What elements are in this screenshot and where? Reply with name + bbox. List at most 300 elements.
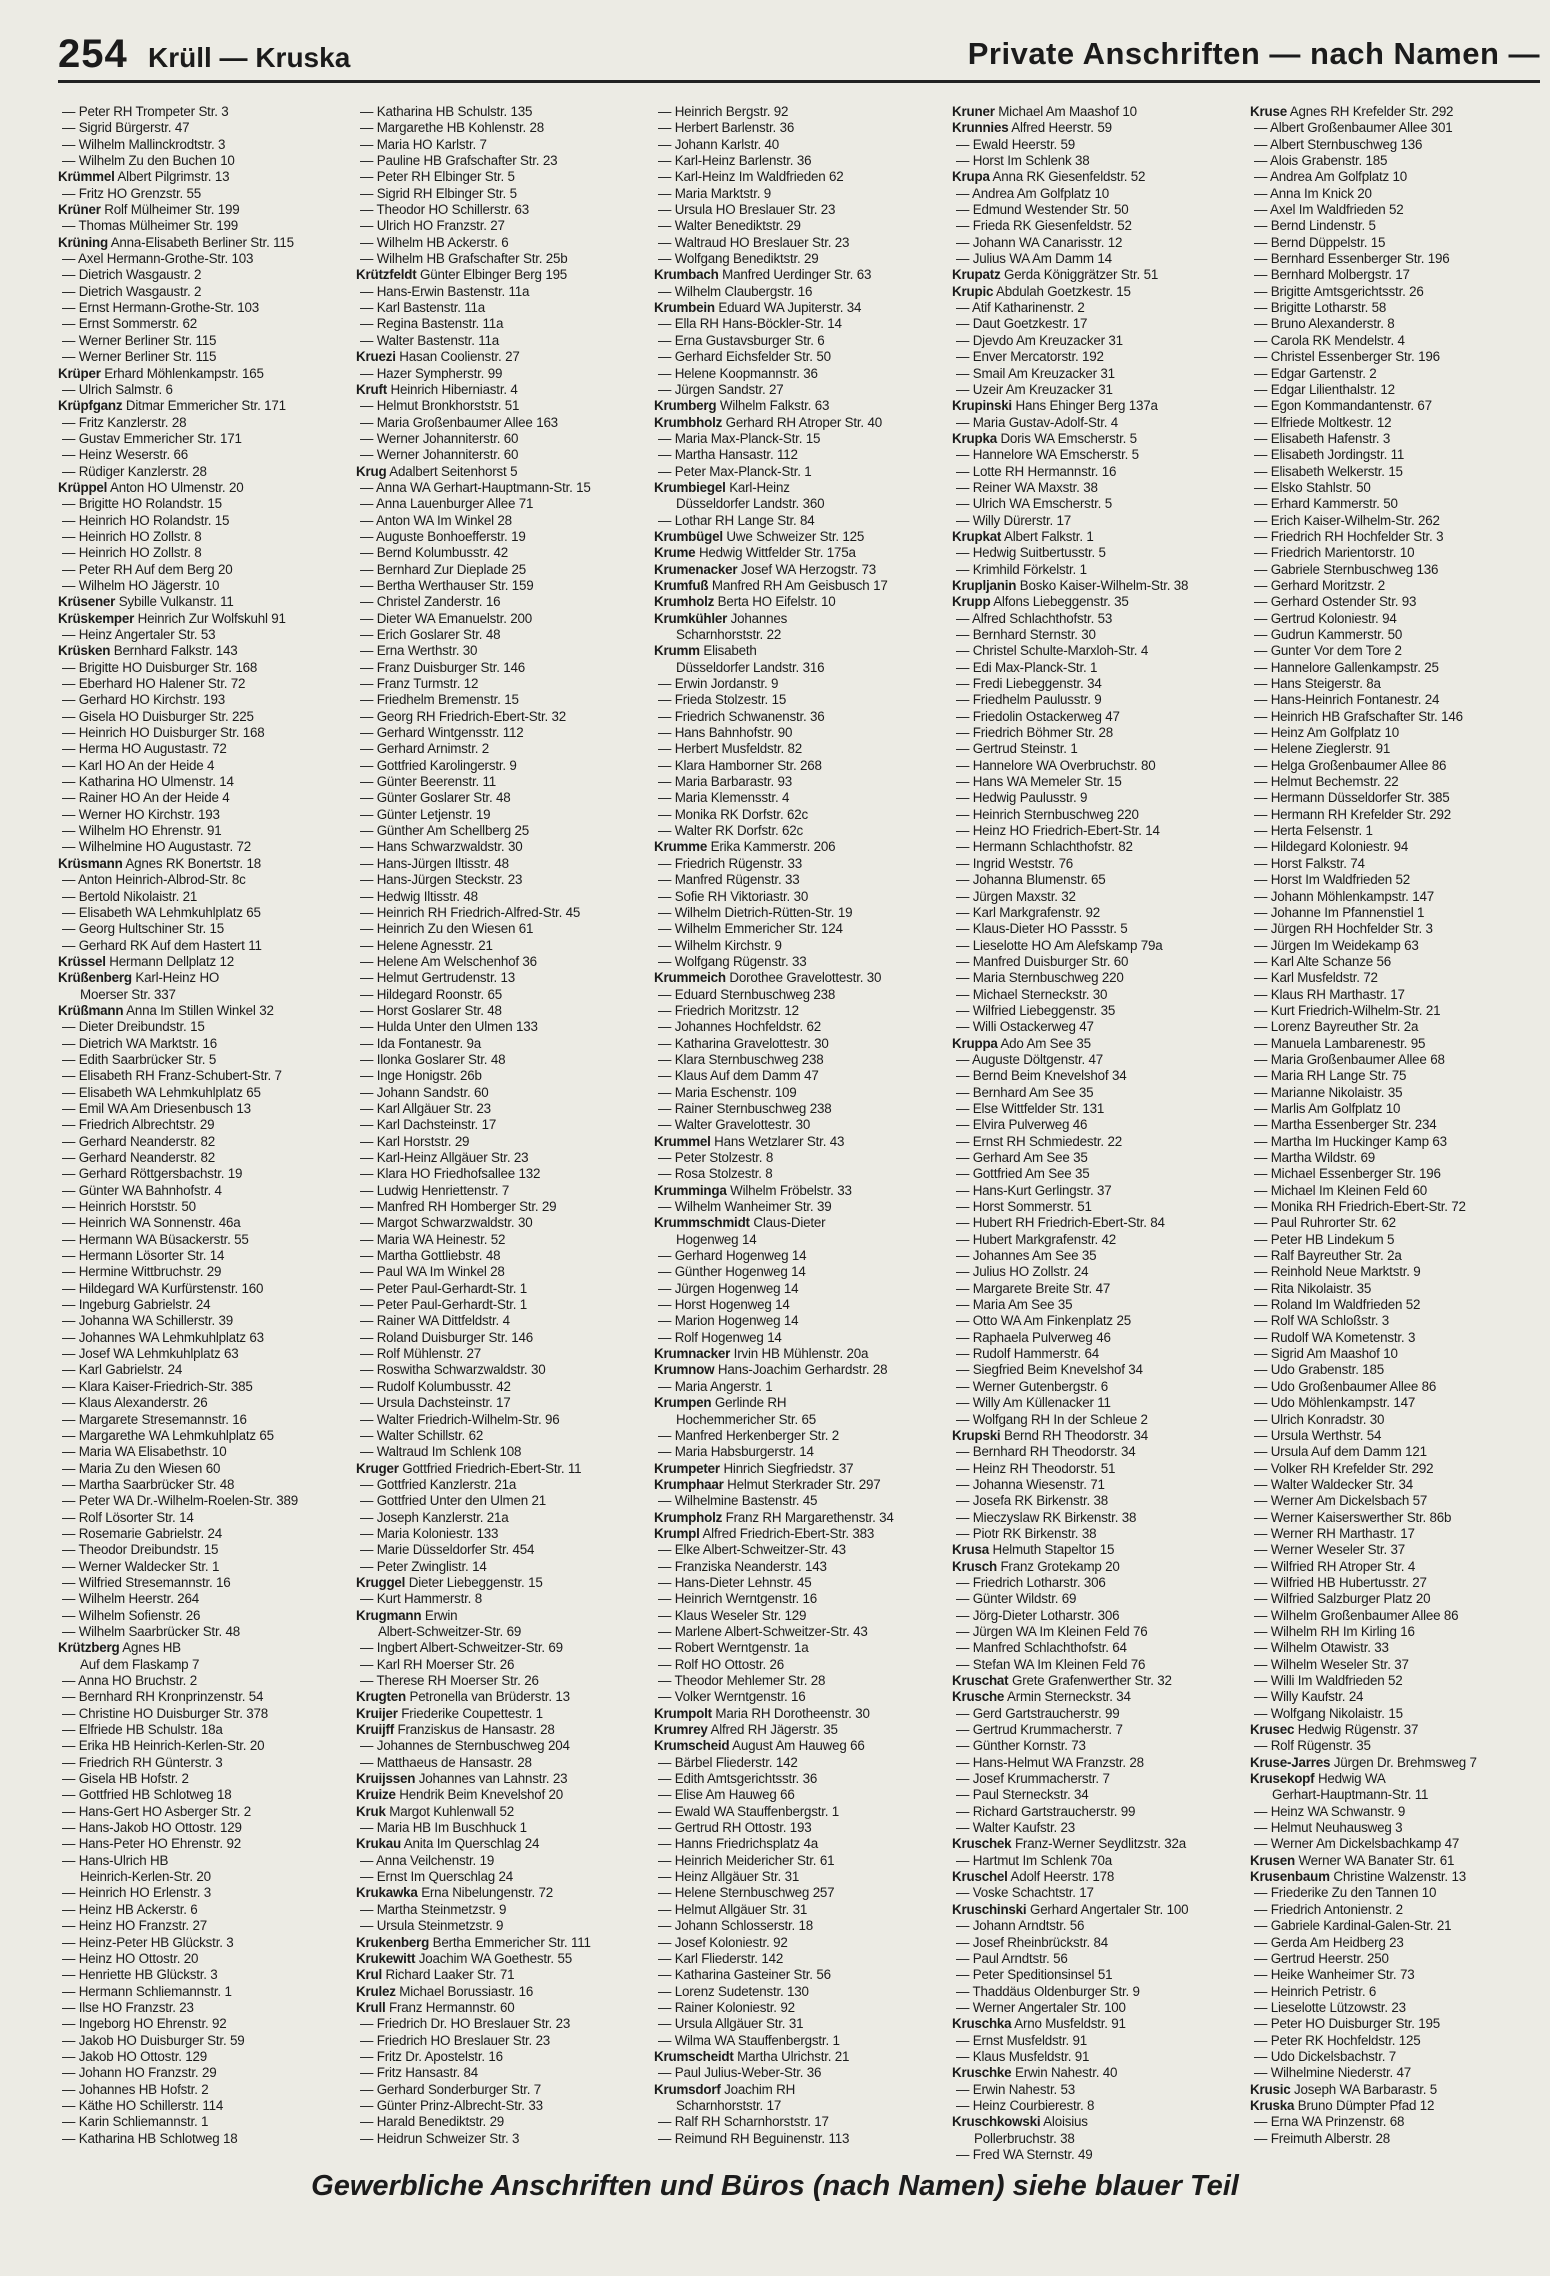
entry-details: Franz-Werner Seydlitzstr. 32a bbox=[1011, 1836, 1187, 1852]
listing-entry: — Ursula HO Breslauer Str. 23 bbox=[658, 202, 836, 218]
surname-entry bbox=[356, 1885, 654, 1901]
listing-entry: — Johann HO Franzstr. 29 bbox=[62, 2065, 217, 2081]
entry-details: Erika Kammerstr. 206 bbox=[707, 839, 836, 855]
surname-entry bbox=[58, 594, 356, 610]
listing-entry: — Wilhelm Claubergstr. 16 bbox=[658, 283, 813, 299]
entry-details: Hasan Coolienstr. 27 bbox=[395, 349, 520, 365]
entry-details: Elisabeth bbox=[699, 643, 757, 659]
listing-entry: — Wilfried RH Atroper Str. 4 bbox=[1254, 1558, 1416, 1574]
listing-entry: — Edmund Westender Str. 50 bbox=[956, 202, 1129, 218]
listing-entry: — Hans-Ulrich HB bbox=[62, 1852, 169, 1868]
entry-details: Erhard Möhlenkampstr. 165 bbox=[100, 365, 264, 381]
listing-entry: — Martha Wildstr. 69 bbox=[1254, 1150, 1376, 1165]
name-range: Krüll — Kruska bbox=[148, 42, 351, 73]
entry-details: Erna Nibelungenstr. 72 bbox=[417, 1885, 554, 1901]
surname-entry bbox=[952, 284, 1250, 300]
listing-entry: — Wilhelm HB Grafschafter Str. 25b bbox=[360, 251, 568, 267]
listing-entry: — Piotr RK Birkenstr. 38 bbox=[956, 1525, 1097, 1541]
listing-entry: — Klara HO Friedhofsallee 132 bbox=[360, 1166, 541, 1182]
surname-entry bbox=[952, 529, 1250, 545]
listing-entry: — Elsko Stahlstr. 50 bbox=[1254, 479, 1371, 495]
listing-entry: — Hans Bahnhofstr. 90 bbox=[658, 725, 793, 741]
listing-entry: — Ursula Dachsteinstr. 17 bbox=[360, 1395, 511, 1411]
listing-entry: — Udo Großenbaumer Allee 86 bbox=[1254, 1378, 1437, 1394]
column-1 bbox=[58, 104, 356, 2149]
entry-details: Claus-Dieter bbox=[749, 1215, 826, 1231]
listing-entry: — Djevdo Am Kreuzacker 31 bbox=[956, 332, 1123, 348]
surname: Krumminga bbox=[654, 1182, 727, 1198]
listing-entry: — Bärbel Fliederstr. 142 bbox=[658, 1754, 798, 1770]
column-3 bbox=[654, 104, 952, 2149]
entry-details: Doris WA Emscherstr. 5 bbox=[996, 430, 1137, 446]
surname: Kruger bbox=[356, 1460, 399, 1476]
surname-entry bbox=[654, 1477, 952, 1493]
listing-entry: — Paul Ruhrorter Str. 62 bbox=[1254, 1215, 1396, 1231]
surname: Kruijer bbox=[356, 1705, 398, 1721]
listing-entry: — Katharina HO Ulmenstr. 14 bbox=[62, 774, 234, 790]
listing-entry: — Elisabeth RH Franz-Schubert-Str. 7 bbox=[62, 1068, 282, 1084]
listing-entry: — Karl Fliederstr. 142 bbox=[658, 1950, 784, 1966]
listing-entry: — Heinz Weserstr. 66 bbox=[62, 447, 188, 463]
listing-entry: — Wilhelm HB Ackerstr. 6 bbox=[360, 234, 509, 250]
surname-entry bbox=[356, 1984, 654, 2000]
listing-entry: — Helmut Bechemstr. 22 bbox=[1254, 774, 1399, 790]
listing-entry: — Theodor Mehlemer Str. 28 bbox=[658, 1673, 826, 1688]
listing-entry: — Jürgen Hogenweg 14 bbox=[658, 1280, 799, 1296]
surname-entry bbox=[654, 643, 952, 659]
listing-entry: — Lieselotte HO Am Alefskamp 79a bbox=[956, 937, 1163, 953]
listing-entry: — Wilfried Stresemannstr. 16 bbox=[62, 1574, 231, 1590]
surname: Krumenacker bbox=[654, 561, 738, 577]
listing-entry: — Heike Wanheimer Str. 73 bbox=[1254, 1967, 1415, 1983]
listing-entry: — Elvira Pulverweg 46 bbox=[956, 1117, 1088, 1133]
listing-entry: — Werner Berliner Str. 115 bbox=[62, 349, 217, 365]
surname: Krüskemper bbox=[58, 610, 135, 626]
listing-entry: — Maria WA Heinestr. 52 bbox=[360, 1231, 506, 1247]
listing-entry: — Roswitha Schwarzwaldstr. 30 bbox=[360, 1362, 546, 1378]
listing-entry: — Margarete Stresemannstr. 16 bbox=[62, 1411, 247, 1427]
entry-details: Heinrich Zur Wolfskuhl 91 bbox=[134, 610, 286, 626]
listing-entry: — Lorenz Bayreuther Str. 2a bbox=[1254, 1019, 1419, 1035]
entry-details: Alfred Heerstr. 59 bbox=[1008, 120, 1112, 136]
listing-entry: — Fritz HO Grenzstr. 55 bbox=[62, 185, 202, 201]
entry-details: Alfred Friedrich-Ebert-Str. 383 bbox=[699, 1525, 875, 1541]
listing-entry: — Uzeir Am Kreuzacker 31 bbox=[956, 381, 1113, 397]
surname-entry bbox=[952, 2065, 1250, 2081]
listing-entry: — Klaus-Dieter HO Passstr. 5 bbox=[956, 921, 1128, 937]
listing-entry: — Wilhelm Otawistr. 33 bbox=[1254, 1640, 1389, 1656]
listing-entry: — Ulrich Konradstr. 30 bbox=[1254, 1411, 1385, 1427]
entry-details: Michael Borussiastr. 16 bbox=[395, 1983, 534, 1999]
listing-entry: — Wilfried Liebeggenstr. 35 bbox=[956, 1002, 1116, 1018]
surname-entry bbox=[1250, 1771, 1548, 1787]
listing-entry: — Hans WA Memeler Str. 15 bbox=[956, 774, 1122, 790]
listing-entry: — Robert Werntgenstr. 1a bbox=[658, 1640, 809, 1656]
listing-entry: — Johann Sandstr. 60 bbox=[360, 1084, 489, 1100]
listing-entry: — Franz Duisburger Str. 146 bbox=[360, 659, 526, 675]
listing-entry: — Hermann Schlachthofstr. 82 bbox=[956, 839, 1133, 855]
column-4 bbox=[952, 104, 1250, 2162]
listing-entry: — Josef Koloniestr. 92 bbox=[658, 1934, 788, 1950]
surname-entry bbox=[1250, 1755, 1548, 1771]
surname-entry bbox=[58, 366, 356, 382]
listing-entry: — Dietrich Wasgaustr. 2 bbox=[62, 283, 202, 299]
listing-entry: — Herma HO Augustastr. 72 bbox=[62, 741, 227, 757]
listing-entry: — Willi Ostackerweg 47 bbox=[956, 1019, 1094, 1035]
listing-entry: — Auguste Döltgenstr. 47 bbox=[956, 1051, 1104, 1067]
listing-entry: — Volker Werntgenstr. 16 bbox=[658, 1689, 806, 1705]
surname-entry bbox=[654, 415, 952, 431]
listing-entry: — Karl RH Moerser Str. 26 bbox=[360, 1656, 515, 1672]
listing-entry: — Auguste Bonhoefferstr. 19 bbox=[360, 528, 526, 544]
surname: Krunnies bbox=[952, 120, 1009, 136]
listing-entry: — Karl-Heinz Barlenstr. 36 bbox=[658, 153, 812, 169]
surname: Krusec bbox=[1250, 1722, 1295, 1738]
surname: Krukewitt bbox=[356, 1950, 416, 1966]
listing-entry: — Fritz Hansastr. 84 bbox=[360, 2065, 479, 2081]
listing-entry: — Lorenz Sudetenstr. 130 bbox=[658, 1983, 809, 1999]
listing-entry: — Karl Horststr. 29 bbox=[360, 1133, 470, 1149]
surname-entry bbox=[952, 1689, 1250, 1705]
listing-entry: — Anton Heinrich-Albrod-Str. 8c bbox=[62, 872, 246, 888]
entry-details: Eduard WA Jupiterstr. 34 bbox=[714, 300, 862, 316]
listing-entry: — Gottfried Unter den Ulmen 21 bbox=[360, 1493, 547, 1509]
listing-entry: — Walter Benediktstr. 29 bbox=[658, 218, 801, 234]
listing-entry: — Wilhelm Heerstr. 264 bbox=[62, 1591, 199, 1607]
listing-entry: — Michael Essenberger Str. 196 bbox=[1254, 1166, 1441, 1182]
surname: Krupljanin bbox=[952, 577, 1017, 593]
surname-entry bbox=[654, 1395, 952, 1411]
entry-details: Abdulah Goetzkestr. 15 bbox=[993, 283, 1131, 299]
listing-entry: — Frieda Stolzestr. 15 bbox=[658, 692, 787, 708]
entry-details: Anna-Elisabeth Berliner Str. 115 bbox=[107, 234, 294, 250]
listing-entry: — Roland Im Waldfrieden 52 bbox=[1254, 1297, 1421, 1313]
entry-details: Karl-Heinz HO bbox=[131, 970, 220, 986]
listing-entry: — Wilhelm RH Im Kirling 16 bbox=[1254, 1623, 1415, 1639]
entry-details: Anton HO Ulmenstr. 20 bbox=[107, 479, 244, 495]
listing-entry: — Karl Markgrafenstr. 92 bbox=[956, 904, 1101, 920]
listing-entry: — Georg RH Friedrich-Ebert-Str. 32 bbox=[360, 708, 567, 724]
listing-entry: — Katharina HB Schlotweg 18 bbox=[62, 2130, 238, 2146]
listing-entry: — Erna WA Prinzenstr. 68 bbox=[1254, 2114, 1405, 2130]
listing-entry: — Ewald Heerstr. 59 bbox=[956, 136, 1075, 152]
listing-entry: — Bernhard RH Theodorstr. 34 bbox=[956, 1444, 1136, 1460]
listing-entry: — Horst Goslarer Str. 48 bbox=[360, 1002, 502, 1018]
listing-entry: — Maria Habsburgerstr. 14 bbox=[658, 1444, 814, 1460]
entry-details: Michael Am Maashof 10 bbox=[994, 104, 1137, 119]
surname: Kruft bbox=[356, 381, 387, 397]
entry-details: Günter Elbinger Berg 195 bbox=[416, 267, 568, 283]
listing-entry: — Christel Schulte-Marxloh-Str. 4 bbox=[956, 643, 1149, 659]
listing-entry: — Peter RH Trompeter Str. 3 bbox=[62, 104, 229, 119]
listing-entry: — Maria Gustav-Adolf-Str. 4 bbox=[956, 414, 1119, 430]
surname-entry bbox=[58, 856, 356, 872]
surname: Krumbholz bbox=[654, 414, 723, 430]
listing-entry: — Rudolf Hammerstr. 64 bbox=[956, 1346, 1099, 1362]
listing-entry: — Pauline HB Grafschafter Str. 23 bbox=[360, 153, 558, 169]
listing-entry: — Günter Wildstr. 69 bbox=[956, 1591, 1077, 1607]
listing-entry: — Hermann Lösorter Str. 14 bbox=[62, 1248, 225, 1264]
surname: Krüppel bbox=[58, 479, 108, 495]
listing-entry: — Günter Letjenstr. 19 bbox=[360, 806, 491, 822]
listing-entry: — Atif Katharinenstr. 2 bbox=[956, 300, 1085, 316]
listing-entry: — Ernst Sommerstr. 62 bbox=[62, 316, 197, 332]
entry-details: Hermann Dellplatz 12 bbox=[105, 953, 235, 969]
listing-entry: — Martha Hansastr. 112 bbox=[658, 447, 798, 463]
entry-details: Adalbert Seitenhorst 5 bbox=[386, 463, 518, 479]
listing-entry: — Maria Großenbaumer Allee 163 bbox=[360, 414, 558, 430]
listing-entry: — Gottfried Kanzlerstr. 21a bbox=[360, 1476, 517, 1492]
listing-entry: — Käthe HO Schillerstr. 114 bbox=[62, 2097, 224, 2113]
listing-entry: — Manfred Herkenberger Str. 2 bbox=[658, 1427, 840, 1443]
listing-entry: — Horst Im Schlenk 38 bbox=[956, 153, 1090, 169]
surname-entry bbox=[356, 382, 654, 398]
listing-entry: — Peter RH Auf dem Berg 20 bbox=[62, 561, 233, 577]
listing-entry: — Martha Gottliebstr. 48 bbox=[360, 1248, 501, 1264]
surname-entry bbox=[654, 480, 952, 496]
entry-continuation: Düsseldorfer Landstr. 360 bbox=[676, 496, 825, 512]
directory-columns bbox=[58, 104, 1550, 2162]
listing-entry: — Ilse HO Franzstr. 23 bbox=[62, 1999, 194, 2015]
listing-entry: — Günther Am Schellberg 25 bbox=[360, 823, 529, 839]
listing-entry: — Brigitte HO Duisburger Str. 168 bbox=[62, 659, 258, 675]
listing-entry: — Gerhard Eichsfelder Str. 50 bbox=[658, 349, 831, 365]
listing-entry: — Hans-Kurt Gerlingstr. 37 bbox=[956, 1182, 1112, 1198]
listing-entry: — Wilhelm Dietrich-Rütten-Str. 19 bbox=[658, 904, 853, 920]
listing-entry: — Maria RH Lange Str. 75 bbox=[1254, 1068, 1407, 1084]
surname-entry bbox=[952, 104, 1250, 120]
entry-details: Werner WA Banater Str. 61 bbox=[1294, 1852, 1455, 1868]
listing-entry: — Heinrich HO Zollstr. 8 bbox=[62, 528, 202, 544]
listing-entry: — Ernst Im Querschlag 24 bbox=[360, 1869, 513, 1885]
listing-entry: — Kurt Friedrich-Wilhelm-Str. 21 bbox=[1254, 1002, 1441, 1018]
listing-entry: — Hans-Jürgen Iltisstr. 48 bbox=[360, 855, 509, 871]
listing-entry: — Franz Turmstr. 12 bbox=[360, 676, 479, 692]
listing-entry: — Johannes Hochfeldstr. 62 bbox=[658, 1019, 822, 1035]
listing-entry: — Ursula Allgäuer Str. 31 bbox=[658, 2016, 804, 2032]
listing-entry: — Wilhelm Emmericher Str. 124 bbox=[658, 921, 843, 937]
listing-entry: — Hans-Peter HO Ehrenstr. 92 bbox=[62, 1836, 241, 1852]
listing-entry: — Sigrid RH Elbinger Str. 5 bbox=[360, 185, 517, 201]
listing-entry: — Günter Beerenstr. 11 bbox=[360, 774, 497, 790]
surname-entry bbox=[654, 1183, 952, 1199]
surname-entry bbox=[654, 1461, 952, 1477]
entry-details: Hinrich Siegfriedstr. 37 bbox=[719, 1460, 854, 1476]
entry-details: Richard Laaker Str. 71 bbox=[381, 1967, 515, 1983]
surname-entry bbox=[356, 464, 654, 480]
listing-entry: — Bertha Werthauser Str. 159 bbox=[360, 577, 534, 593]
listing-entry: — Enver Mercatorstr. 192 bbox=[956, 349, 1104, 365]
listing-entry: — Peter WA Dr.-Wilhelm-Roelen-Str. 389 bbox=[62, 1493, 298, 1509]
listing-entry: — Marlis Am Golfplatz 10 bbox=[1254, 1100, 1401, 1116]
listing-entry: — Walter Schillstr. 62 bbox=[360, 1427, 484, 1443]
listing-entry: — Heinrich HB Grafschafter Str. 146 bbox=[1254, 708, 1463, 724]
listing-entry: — Christel Zanderstr. 16 bbox=[360, 594, 501, 610]
entry-details: Agnes HB bbox=[119, 1640, 181, 1656]
surname-entry bbox=[654, 1738, 952, 1754]
entry-details: Hans Wetzlarer Str. 43 bbox=[710, 1133, 845, 1149]
listing-entry: — Friedrich Rügenstr. 33 bbox=[658, 855, 803, 871]
listing-entry: — Heidrun Schweizer Str. 3 bbox=[360, 2130, 520, 2146]
listing-entry: — Bertold Nikolaistr. 21 bbox=[62, 888, 198, 904]
listing-entry: — Wilhelmine HO Augustastr. 72 bbox=[62, 839, 251, 855]
listing-entry: — Wolfgang Benediktstr. 29 bbox=[658, 251, 819, 267]
entry-continuation: Heinrich-Kerlen-Str. 20 bbox=[80, 1869, 211, 1885]
listing-entry: — Hans Steigerstr. 8a bbox=[1254, 676, 1381, 692]
listing-entry: — Michael Sterneckstr. 30 bbox=[956, 986, 1108, 1002]
listing-entry: — Heinrich RH Friedrich-Alfred-Str. 45 bbox=[360, 904, 581, 920]
listing-entry: — Anton WA Im Winkel 28 bbox=[360, 512, 512, 528]
listing-entry: — Johann WA Canarisstr. 12 bbox=[956, 234, 1123, 250]
surname: Kruschka bbox=[952, 2016, 1012, 2032]
listing-entry: — Johann Arndtstr. 56 bbox=[956, 1918, 1085, 1934]
listing-entry: — Friedrich Albrechtstr. 29 bbox=[62, 1117, 215, 1133]
surname-entry bbox=[654, 1510, 952, 1526]
surname: Kruijff bbox=[356, 1722, 395, 1738]
listing-entry: — Ella RH Hans-Böckler-Str. 14 bbox=[658, 316, 842, 332]
listing-entry: — Frieda RK Giesenfeldstr. 52 bbox=[956, 218, 1132, 234]
listing-entry: — Karl Allgäuer Str. 23 bbox=[360, 1100, 491, 1116]
entry-details: Hedwig WA bbox=[1314, 1771, 1386, 1787]
surname: Kruezi bbox=[356, 349, 396, 365]
listing-entry: — Brigitte Lotharstr. 58 bbox=[1254, 300, 1387, 316]
listing-entry: — Wilfried Salzburger Platz 20 bbox=[1254, 1591, 1431, 1607]
entry-details: Helmuth Stapeltor 15 bbox=[988, 1542, 1115, 1558]
listing-entry: — Edith Amtsgerichtsstr. 36 bbox=[658, 1771, 818, 1787]
listing-entry: — Heinz Angertaler Str. 53 bbox=[62, 627, 216, 642]
listing-entry: — Katharina Gravelottestr. 30 bbox=[658, 1035, 829, 1051]
listing-entry: — Heinz WA Schwanstr. 9 bbox=[1254, 1803, 1406, 1819]
listing-entry: — Herbert Musfeldstr. 82 bbox=[658, 741, 803, 757]
surname-entry bbox=[952, 398, 1250, 414]
surname-entry bbox=[1250, 1722, 1548, 1738]
listing-entry: — Siegfried Beim Knevelshof 34 bbox=[956, 1362, 1143, 1378]
listing-entry: — Werner Gutenbergstr. 6 bbox=[956, 1378, 1108, 1394]
listing-entry: — Gerd Gartstraucherstr. 99 bbox=[956, 1705, 1120, 1721]
listing-entry: — Christel Essenberger Str. 196 bbox=[1254, 349, 1440, 365]
surname: Krumbein bbox=[654, 300, 715, 316]
listing-entry: — Helene Am Welschenhof 36 bbox=[360, 953, 537, 969]
listing-entry: — Gerhard Sonderburger Str. 7 bbox=[360, 2081, 542, 2097]
listing-entry: — Werner Am Dickelsbach 57 bbox=[1254, 1493, 1428, 1509]
listing-entry: — Gerhard Arnimstr. 2 bbox=[360, 741, 490, 757]
listing-entry: — Freimuth Alberstr. 28 bbox=[1254, 2130, 1391, 2146]
listing-entry: — Lotte RH Hermannstr. 16 bbox=[956, 463, 1117, 479]
listing-entry: — Bruno Alexanderstr. 8 bbox=[1254, 316, 1395, 332]
listing-entry: — Jürgen Sandstr. 27 bbox=[658, 381, 784, 397]
listing-entry: — Heinz RH Theodorstr. 51 bbox=[956, 1460, 1116, 1476]
listing-entry: — Hermann WA Büsackerstr. 55 bbox=[62, 1231, 249, 1247]
surname: Krüner bbox=[58, 202, 101, 218]
surname: Krupinski bbox=[952, 398, 1012, 414]
listing-entry: — Paul WA Im Winkel 28 bbox=[360, 1264, 505, 1280]
entry-details: Helmut Sterkrader Str. 297 bbox=[723, 1476, 881, 1492]
entry-details: Johannes bbox=[727, 610, 788, 626]
listing-entry: — Marianne Nikolaistr. 35 bbox=[1254, 1084, 1403, 1100]
listing-entry: — Bernhard Essenberger Str. 196 bbox=[1254, 251, 1450, 267]
entry-details: Dorothee Gravelottestr. 30 bbox=[725, 970, 882, 986]
entry-details: Ditmar Emmericher Str. 171 bbox=[122, 398, 286, 414]
listing-entry: — Jörg-Dieter Lotharstr. 306 bbox=[956, 1607, 1120, 1623]
surname: Krupatz bbox=[952, 267, 1001, 283]
surname-entry bbox=[1250, 2082, 1548, 2098]
listing-entry: — Paul Sterneckstr. 34 bbox=[956, 1787, 1089, 1803]
surname: Krumnow bbox=[654, 1362, 715, 1378]
listing-entry: — Anna Lauenburger Allee 71 bbox=[360, 496, 534, 512]
listing-entry: — Günter Goslarer Str. 48 bbox=[360, 790, 511, 806]
listing-entry: — Günther Kornstr. 73 bbox=[956, 1738, 1086, 1754]
surname: Krusch bbox=[952, 1558, 997, 1574]
listing-entry: — Werner Waldecker Str. 1 bbox=[62, 1558, 220, 1574]
entry-details: Ado Am See 35 bbox=[997, 1035, 1091, 1051]
listing-entry: — Gerhard Am See 35 bbox=[956, 1150, 1088, 1165]
entry-details: Gottfried Friedrich-Ebert-Str. 11 bbox=[398, 1460, 582, 1476]
surname: Krumpen bbox=[654, 1395, 712, 1411]
listing-entry: — Horst Im Waldfrieden 52 bbox=[1254, 872, 1410, 888]
surname: Kruschel bbox=[952, 1869, 1008, 1885]
listing-entry: — Sofie RH Viktoriastr. 30 bbox=[658, 888, 809, 904]
listing-entry: — Marion Hogenweg 14 bbox=[658, 1313, 799, 1329]
entry-details: Hans Ehinger Berg 137a bbox=[1011, 398, 1158, 414]
listing-entry: — Jürgen WA Im Kleinen Feld 76 bbox=[956, 1623, 1148, 1639]
entry-details: Wilhelm Fröbelstr. 33 bbox=[726, 1182, 852, 1198]
surname: Krümmel bbox=[58, 169, 115, 185]
surname: Kruppa bbox=[952, 1035, 998, 1051]
listing-entry: — Ursula Werthstr. 54 bbox=[1254, 1427, 1382, 1443]
surname: Krüsmann bbox=[58, 855, 123, 871]
surname: Krupski bbox=[952, 1427, 1001, 1443]
entry-details: Agnes RK Bonertstr. 18 bbox=[122, 855, 261, 871]
listing-entry: — Hildegard Koloniestr. 94 bbox=[1254, 839, 1409, 855]
listing-entry: — Andrea Am Golfplatz 10 bbox=[1254, 169, 1407, 185]
entry-details: Joachim WA Goethestr. 55 bbox=[415, 1950, 572, 1966]
listing-entry: — Gertrud Krummacherstr. 7 bbox=[956, 1722, 1123, 1738]
surname: Krulez bbox=[356, 1983, 396, 1999]
listing-entry: — Klaus Weseler Str. 129 bbox=[658, 1607, 807, 1623]
listing-entry: — Hannelore WA Overbruchstr. 80 bbox=[956, 757, 1156, 773]
listing-entry: — Erhard Kammerstr. 50 bbox=[1254, 496, 1398, 512]
listing-entry: — Hans-Dieter Lehnstr. 45 bbox=[658, 1574, 812, 1590]
entry-details: Hans-Joachim Gerhardstr. 28 bbox=[714, 1362, 888, 1378]
listing-entry: — Elfriede Moltkestr. 12 bbox=[1254, 414, 1392, 430]
listing-entry: — Wilhelmine Bastenstr. 45 bbox=[658, 1493, 818, 1509]
surname-entry bbox=[356, 1935, 654, 1951]
listing-entry: — Karl Alte Schanze 56 bbox=[1254, 953, 1392, 969]
listing-entry: — Heinrich HO Rolandstr. 15 bbox=[62, 512, 230, 528]
listing-entry: — Johannes Am See 35 bbox=[956, 1248, 1097, 1264]
listing-entry: — Ingbert Albert-Schweitzer-Str. 69 bbox=[360, 1640, 563, 1656]
listing-entry: — Manuela Lambarenestr. 95 bbox=[1254, 1035, 1426, 1051]
listing-entry: — Hildegard WA Kurfürstenstr. 160 bbox=[62, 1280, 264, 1296]
listing-entry: — Lothar RH Lange Str. 84 bbox=[658, 512, 815, 528]
listing-entry: — Ulrich HO Franzstr. 27 bbox=[360, 218, 505, 234]
listing-entry: — Peter Max-Planck-Str. 1 bbox=[658, 463, 812, 479]
listing-entry: — Gerhard Ostender Str. 93 bbox=[1254, 594, 1417, 610]
entry-details: Armin Sterneckstr. 34 bbox=[1004, 1689, 1131, 1705]
surname-entry bbox=[1250, 2098, 1548, 2114]
surname: Kruse-Jarres bbox=[1250, 1754, 1331, 1770]
listing-entry: — Maria Sternbuschweg 220 bbox=[956, 970, 1124, 986]
listing-entry: — Hannelore Gallenkampstr. 25 bbox=[1254, 659, 1439, 675]
listing-entry: — Fred WA Sternstr. 49 bbox=[956, 2146, 1093, 2162]
surname: Krützfeldt bbox=[356, 267, 417, 283]
surname-entry bbox=[654, 1722, 952, 1738]
listing-entry: — Peter Paul-Gerhardt-Str. 1 bbox=[360, 1280, 528, 1296]
listing-entry: — Heinz-Peter HB Glückstr. 3 bbox=[62, 1934, 234, 1950]
entry-details: Bruno Dümpter Pfad 12 bbox=[1294, 2097, 1435, 2113]
listing-entry: — Hans-Helmut WA Franzstr. 28 bbox=[956, 1754, 1144, 1770]
entry-details: Gerhard RH Atroper Str. 40 bbox=[722, 414, 882, 430]
